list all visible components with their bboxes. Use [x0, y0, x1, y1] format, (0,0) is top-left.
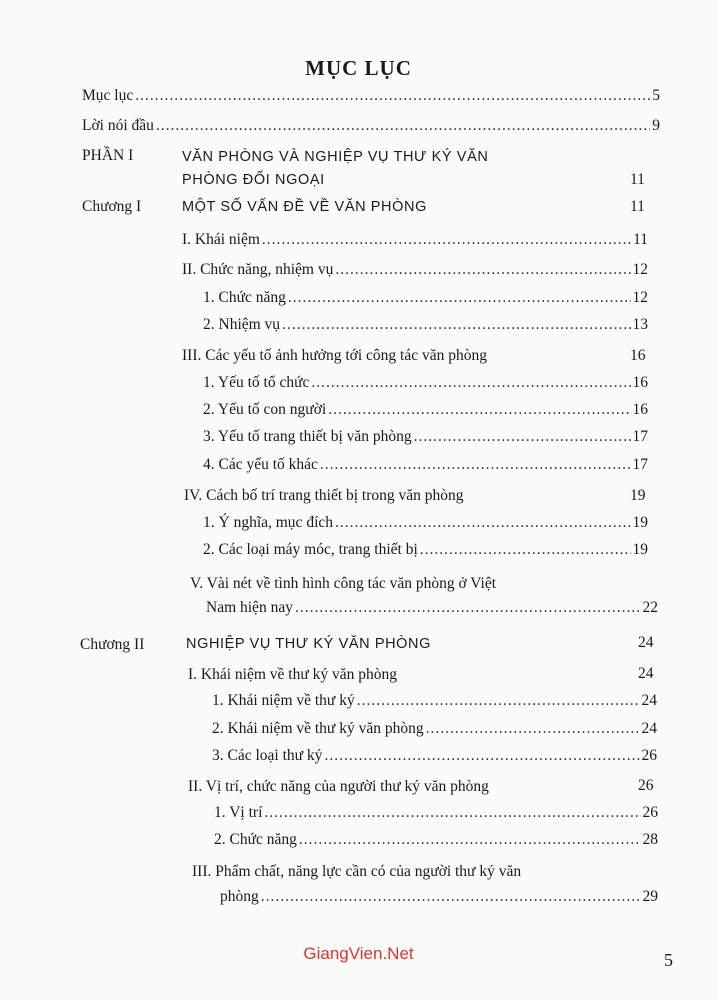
leader-dots	[282, 316, 630, 334]
toc-entry[interactable]	[220, 888, 658, 906]
leader-dots	[295, 599, 641, 617]
leader-dots	[335, 261, 630, 279]
toc-entry[interactable]	[82, 117, 660, 135]
toc-entry[interactable]	[203, 514, 648, 532]
chapter-title: NGHIỆP VỤ THƯ KÝ VĂN PHÒNG	[186, 636, 431, 652]
toc-entry-text: 2. Yếu tố con người	[203, 401, 327, 418]
toc-section-heading[interactable]: II. Vị trí, chức năng của người thư ký văn phòng	[188, 778, 489, 795]
leader-dots	[328, 401, 630, 419]
toc-entry[interactable]	[212, 692, 657, 710]
toc-page-number: 11	[630, 198, 645, 215]
toc-entry-text: 2. Chức năng	[214, 831, 297, 848]
toc-page-number: 16	[630, 347, 646, 364]
toc-entry[interactable]	[203, 374, 648, 392]
toc-page-number: 17	[632, 456, 648, 473]
chapter-label: Chương II	[80, 636, 145, 653]
toc-entry-text: Mục lục	[82, 87, 134, 104]
toc-page-number: 16	[632, 374, 648, 391]
toc-page-number: 24	[638, 665, 654, 682]
leader-dots	[311, 374, 630, 392]
page-title: MỤC LỤC	[305, 56, 412, 80]
toc-entry[interactable]	[182, 261, 648, 279]
toc-entry[interactable]	[182, 231, 648, 249]
toc-page-number: 5	[652, 87, 660, 104]
leader-dots	[135, 87, 650, 105]
leader-dots	[264, 804, 640, 822]
toc-page-number: 19	[630, 487, 646, 504]
toc-section-heading[interactable]: III. Phẩm chất, năng lực cần có của người thư ký văn	[192, 863, 522, 880]
toc-entry[interactable]	[212, 747, 657, 765]
leader-dots	[335, 514, 630, 532]
page-number: 5	[664, 950, 673, 970]
toc-entry[interactable]	[203, 401, 648, 419]
toc-entry-text: 1. Khái niệm về thư ký	[212, 692, 355, 709]
leader-dots	[426, 720, 640, 738]
toc-page-number: 13	[632, 316, 648, 333]
toc-section-heading[interactable]: I. Khái niệm về thư ký văn phòng	[188, 666, 398, 683]
toc-entry-text: 2. Khái niệm về thư ký văn phòng	[212, 720, 424, 737]
toc-entry[interactable]	[203, 289, 648, 307]
toc-page-number: 19	[632, 541, 648, 558]
toc-entry[interactable]	[206, 599, 658, 617]
leader-dots	[357, 692, 640, 710]
toc-page-number: 26	[638, 777, 654, 794]
toc-entry-text: phòng	[220, 888, 259, 905]
toc-entry[interactable]	[82, 87, 660, 105]
toc-entry[interactable]	[203, 456, 648, 474]
toc-section-heading[interactable]: IV. Cách bố trí trang thiết bị trong văn phòng	[184, 487, 464, 504]
leader-dots	[156, 117, 650, 135]
toc-entry-text: 1. Chức năng	[203, 289, 286, 306]
toc-entry[interactable]	[203, 316, 648, 334]
toc-page-number: 19	[632, 514, 648, 531]
toc-page-number: 11	[630, 171, 645, 188]
toc-page-number: 22	[642, 599, 658, 616]
leader-dots	[299, 831, 641, 849]
toc-entry-text: 1. Ý nghĩa, mục đích	[203, 514, 334, 531]
part-title-line1: VĂN PHÒNG VÀ NGHIỆP VỤ THƯ KÝ VĂN	[182, 149, 489, 165]
toc-page-number: 9	[652, 117, 660, 134]
toc-entry-text: 2. Các loại máy móc, trang thiết bị	[203, 541, 418, 558]
toc-entry[interactable]	[214, 831, 658, 849]
part-label: PHẦN I	[82, 147, 134, 164]
leader-dots	[414, 428, 631, 446]
part-title-line2: PHÒNG ĐỐI NGOẠI	[182, 172, 325, 188]
toc-section-heading[interactable]: III. Các yếu tố ảnh hưởng tới công tác văn phòng	[182, 347, 488, 364]
toc-page-number: 26	[641, 747, 657, 764]
toc-entry-text: Lời nói đầu	[82, 117, 154, 134]
chapter-title: MỘT SỐ VẤN ĐỀ VỀ VĂN PHÒNG	[182, 199, 427, 215]
toc-entry-text: I. Khái niệm	[182, 231, 260, 248]
leader-dots	[288, 289, 631, 307]
leader-dots	[261, 888, 641, 906]
toc-page-number: 24	[641, 720, 657, 737]
leader-dots	[262, 231, 631, 249]
watermark-brand[interactable]: GiangVien.Net	[303, 944, 414, 963]
toc-entry-text: 3. Yếu tố trang thiết bị văn phòng	[203, 428, 412, 445]
toc-page-number: 29	[642, 888, 658, 905]
toc-page-number: 12	[632, 289, 648, 306]
toc-entry[interactable]	[203, 541, 648, 559]
toc-page-number: 24	[641, 692, 657, 709]
toc-page-number: 28	[642, 831, 658, 848]
toc-entry[interactable]	[214, 804, 658, 822]
toc-page-number: 16	[632, 401, 648, 418]
leader-dots	[320, 456, 631, 474]
toc-page-number: 17	[632, 428, 648, 445]
toc-page-number: 11	[633, 231, 648, 248]
toc-entry-text: 2. Nhiệm vụ	[203, 316, 281, 333]
toc-entry[interactable]	[212, 720, 657, 738]
chapter-label: Chương I	[82, 198, 142, 215]
leader-dots	[324, 747, 639, 765]
toc-page-number: 24	[638, 634, 654, 651]
toc-entry-text: 1. Vị trí	[214, 804, 263, 821]
leader-dots	[420, 541, 631, 559]
toc-section-heading[interactable]: V. Vài nét về tình hình công tác văn phòng ở Việt	[190, 575, 497, 592]
toc-page-number: 26	[642, 804, 658, 821]
toc-entry-text: 1. Yếu tố tổ chức	[203, 374, 310, 391]
toc-entry-text: II. Chức năng, nhiệm vụ	[182, 261, 334, 278]
toc-entry-text: Nam hiện nay	[206, 599, 293, 616]
toc-entry-text: 3. Các loại thư ký	[212, 747, 323, 764]
toc-entry[interactable]	[203, 428, 648, 446]
toc-entry-text: 4. Các yếu tố khác	[203, 456, 318, 473]
toc-page-number: 12	[632, 261, 648, 278]
